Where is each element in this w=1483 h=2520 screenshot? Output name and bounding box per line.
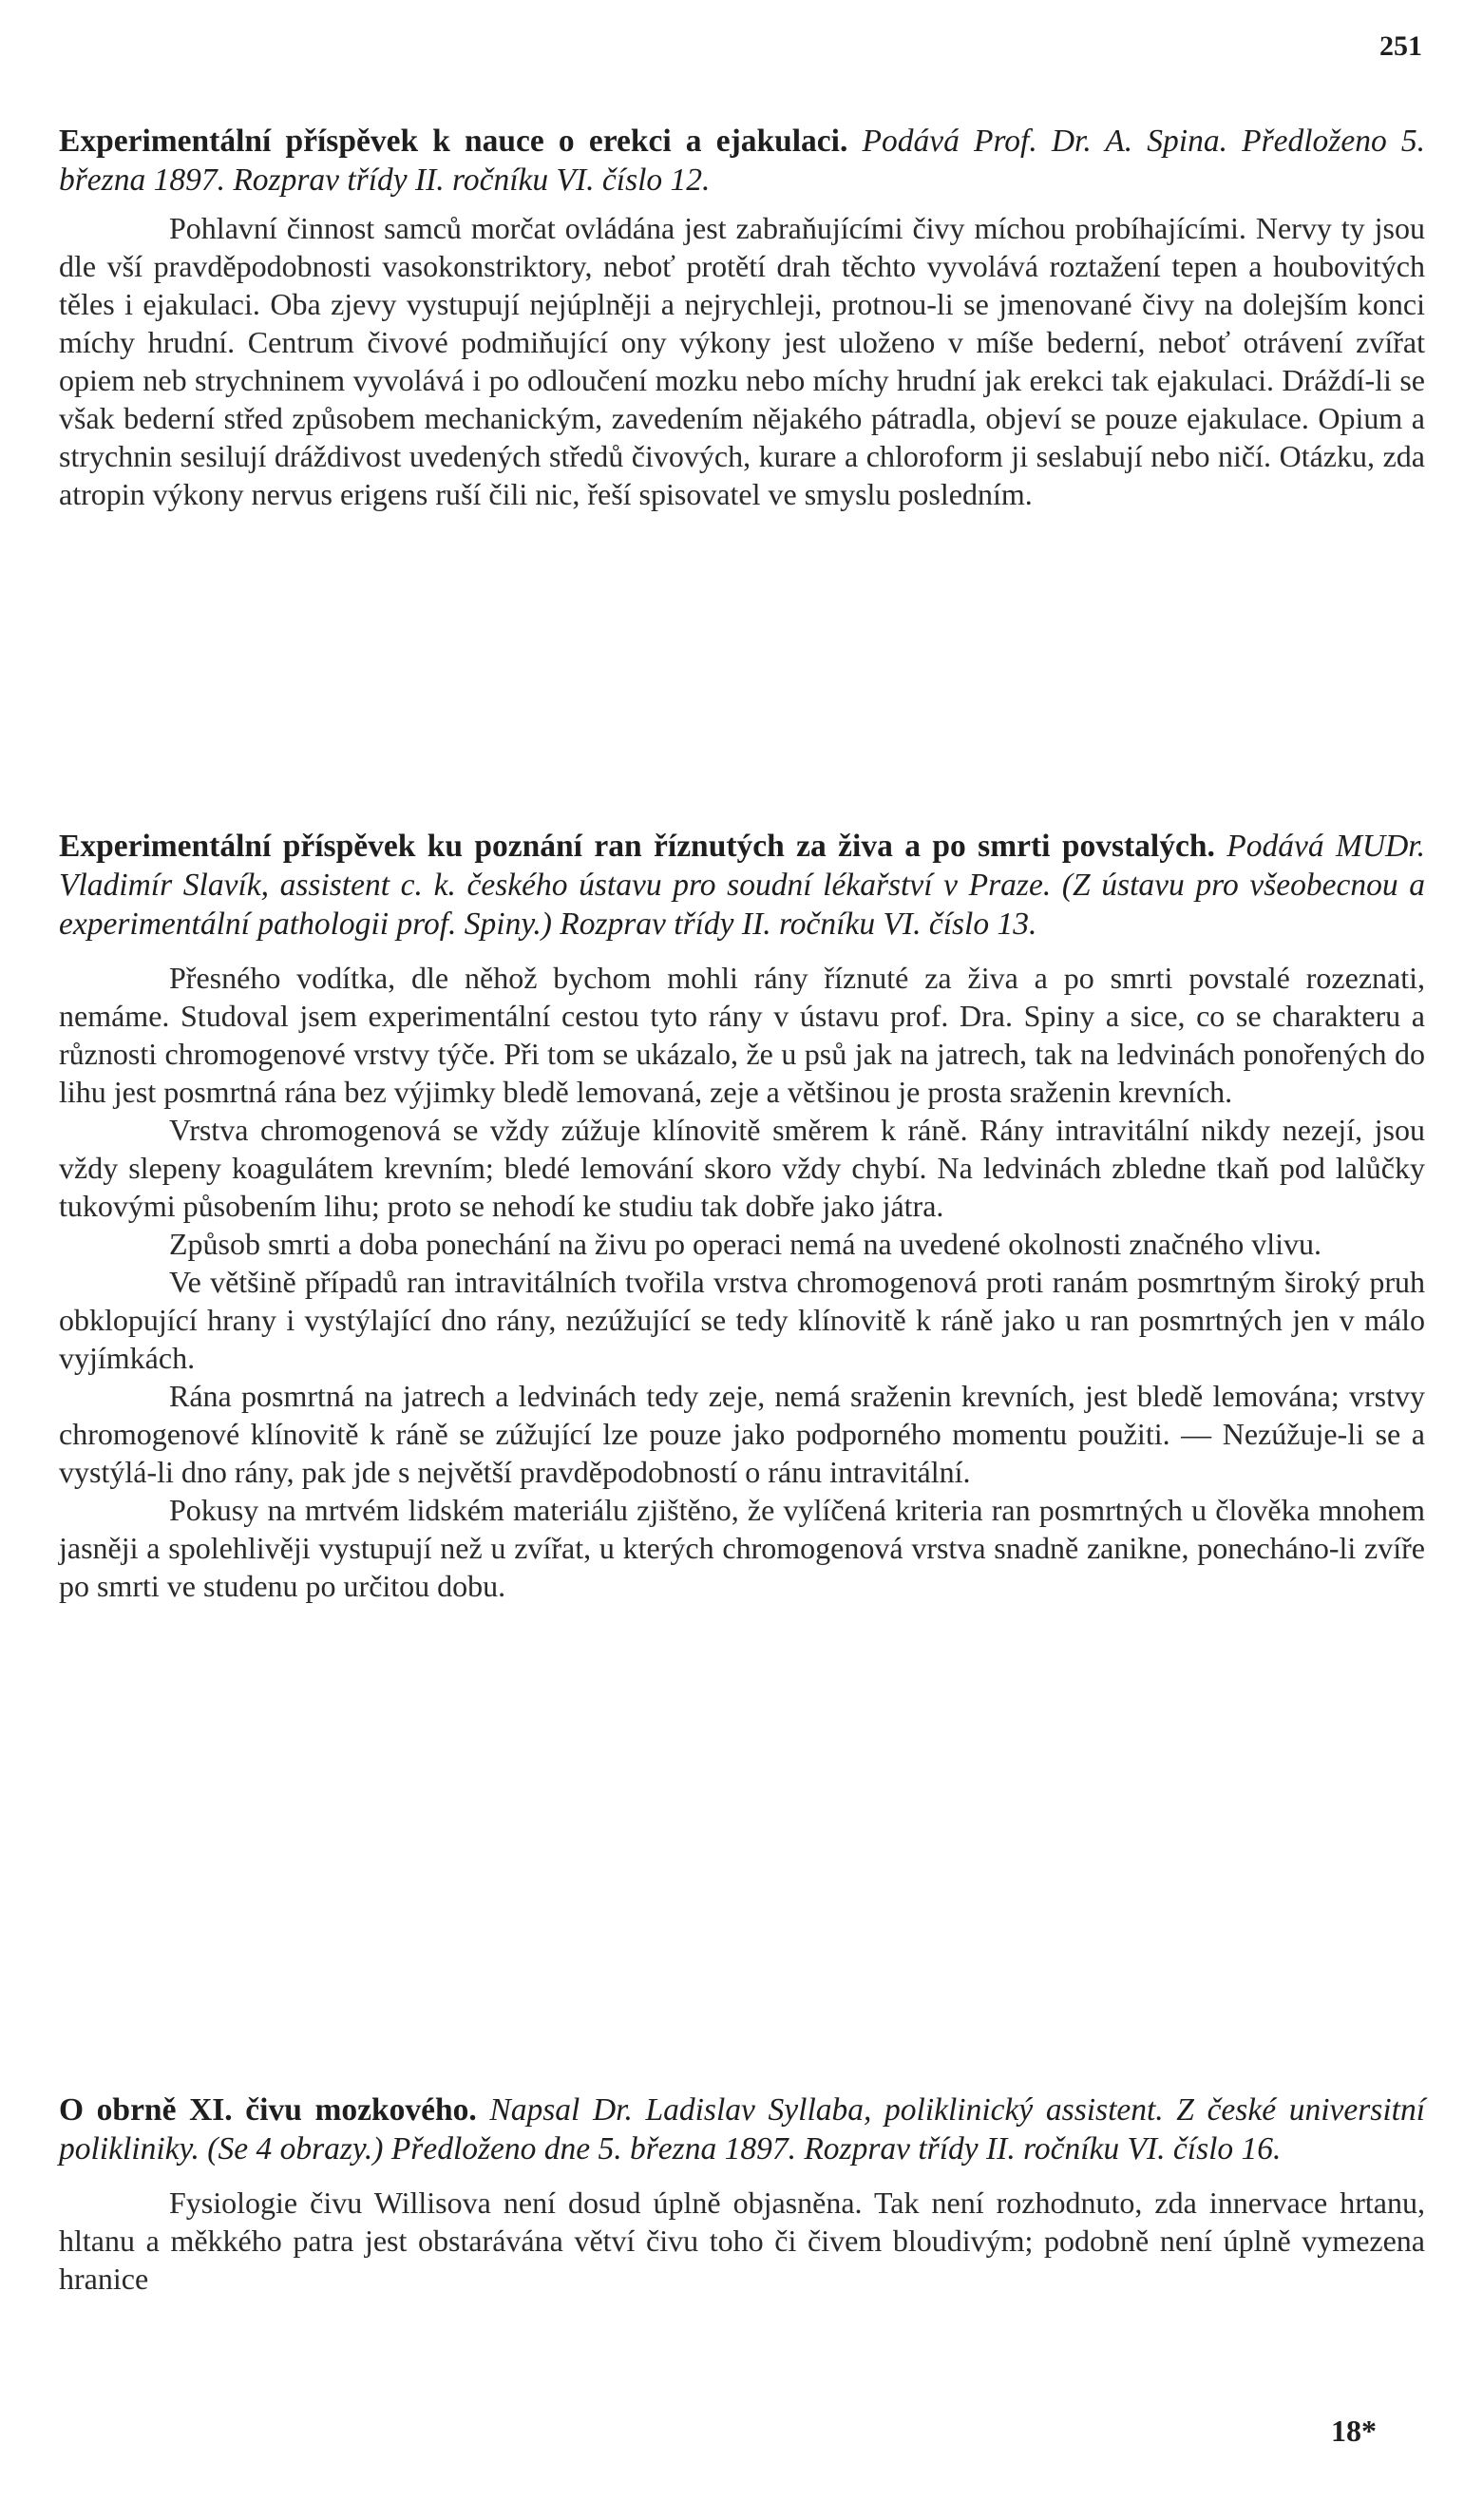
article-heading: Experimentální příspěvek k nauce o erekci a ejakulaci. [59, 124, 848, 159]
article-title [59, 122, 1425, 200]
article-erekce [59, 122, 1425, 513]
signature-mark: 18* [1331, 2414, 1377, 2448]
article-rany [59, 827, 1425, 1605]
article-meta: Napsal Dr. Ladislav Syllaba, poliklinický assistent. Z české universitní polikliniky. (Se 4 obrazy.) Předloženo dne 5. března 1897. Rozprav třídy II. ročníku VI. číslo 16. [59, 2092, 1425, 2167]
paragraph: Ve většině případů ran intravitálních tvořila vrstva chromogenová proti ranám posmrtným široký pruh obklopující hrany i vystýlající dno rány, nezúžující se tedy klínovitě k ráně jako u ran posmrtných jen v málo vyjímkách. [59, 1265, 1425, 1375]
paragraph: Vrstva chromogenová se vždy zúžuje klínovitě směrem k ráně. Rány intravitální nikdy nezejí, jsou vždy slepeny koagulátem krevním; bledé lemování skoro vždy chybí. Na ledvinách zbledne tkaň pod lalůčky tukovými působením lihu; proto se nehodí ke studiu tak dobře jako játra. [59, 1113, 1425, 1223]
paragraph: Rána posmrtná na jatrech a ledvinách tedy zeje, nemá sraženin krevních, jest bledě lemována; vrstvy chromogenové klínovitě k ráně se zúžující lze pouze jako podporného momentu použiti. — Nezúžuje-li se a vystýlá-li dno rány, pak jde s největší pravděpodobností o ránu intravitální. [59, 1379, 1425, 1489]
article-title [59, 2090, 1425, 2168]
article-meta: Podává Prof. Dr. A. Spina. Předloženo 5. března 1897. Rozprav třídy II. ročníku VI. číslo 12. [59, 124, 1425, 198]
paragraph: Pohlavní činnost samců morčat ovládána jest zabraňujícími čivy míchou probíhajícími. Nervy ty jsou dle vší pravděpodobnosti vasokonstriktory, neboť protětí drah těchto vyvolává roztažení tepen a houbovitých těles i ejakulaci. Oba zjevy vystupují nejúplněji a nejrychleji, protnou-li se jmenované čivy na dolejším konci míchy hrudní. Centrum čivové podmiňující ony výkony jest uloženo v míše bederní, neboť otrávení zvířat opiem neb strychninem vyvolává i po odloučení mozku nebo míchy hrudní jak erekci tak ejakulaci. Dráždí-li se však bederní střed způsobem mechanickým, zavedením nějakého pátradla, objeví se pouze ejakulace. Opium a strychnin sesilují dráždivost uvedených středů čivových, kurare a chloroform ji seslabují nebo ničí. Otázku, zda atropin výkony nervus erigens ruší čili nic, řeší spisovatel ve smyslu posledním. [59, 211, 1425, 511]
page-number: 251 [1379, 30, 1422, 62]
paragraph: Přesného vodítka, dle něhož bychom mohli rány říznuté za živa a po smrti povstalé rozeznati, nemáme. Studoval jsem experimentální cestou tyto rány v ústavu prof. Dra. Spiny a sice, co se charakteru a různosti chromogenové vrstvy týče. Při tom se ukázalo, že u psů jak na jatrech, tak na ledvinách ponořených do lihu jest posmrtná rána bez výjimky bledě lemovaná, zeje a většinou je prosta sraženin krevních. [59, 961, 1425, 1109]
article-title [59, 827, 1425, 944]
article-heading: Experimentální příspěvek ku poznání ran říznutých za živa a po smrti povstalých. [59, 829, 1215, 864]
paragraph: Pokusy na mrtvém lidském materiálu zjištěno, že vylíčená kriteria ran posmrtných u člověka mnohem jasněji a spolehlivěji vystupují než u zvířat, u kterých chromogenová vrstva snadně zanikne, ponecháno-li zvíře po smrti ve studenu po určitou dobu. [59, 1493, 1425, 1603]
article-heading: O obrně XI. čivu mozkového. [59, 2092, 477, 2128]
article-obrna [59, 2090, 1425, 2298]
paragraph: Způsob smrti a doba ponechání na živu po operaci nemá na uvedené okolnosti značného vlivu. [169, 1227, 1321, 1261]
paragraph: Fysiologie čivu Willisova není dosud úplně objasněna. Tak není rozhodnuto, zda innervace hrtanu, hltanu a měkkého patra jest obstarávána větví čivu toho či čivem bloudivým; podobně není úplně vymezena hranice [59, 2186, 1425, 2296]
article-meta: Podává MUDr. Vladimír Slavík, assistent c. k. českého ústavu pro soudní lékařství v Praze. (Z ústavu pro všeobecnou a experimentální pathologii prof. Spiny.) Rozprav třídy II. ročníku VI. číslo 13. [59, 829, 1425, 942]
